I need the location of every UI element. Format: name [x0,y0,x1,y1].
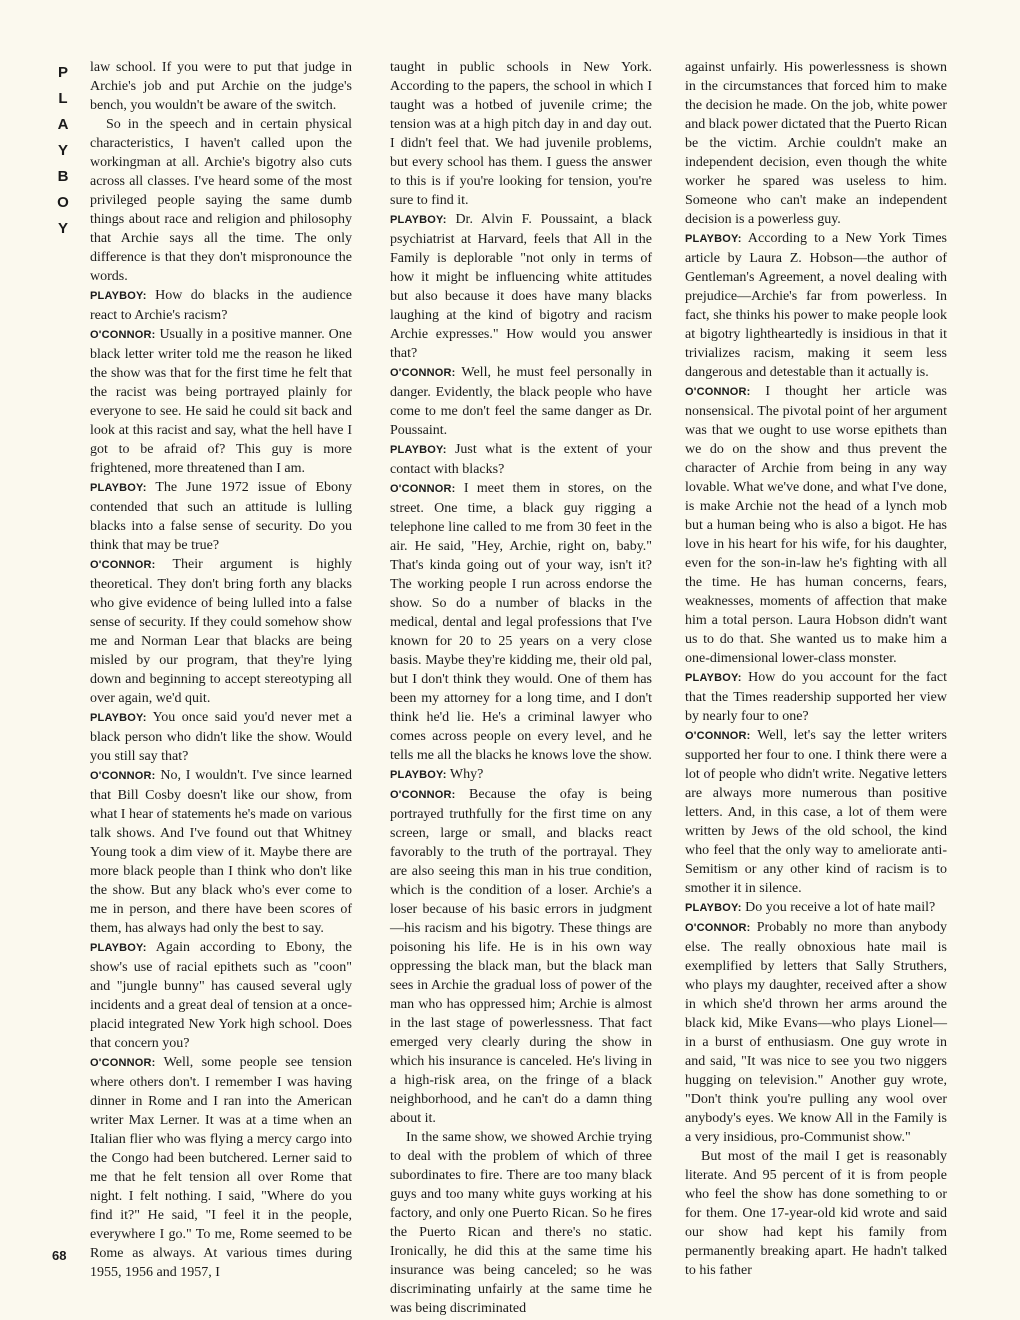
speaker-label: O'CONNOR: [390,483,456,495]
page-number: 68 [52,1248,67,1263]
paragraph-text: Their argument is highly theoretical. They don't bring forth any blacks who give evidence of being lulled into a false sense of security. If they could somehow show me and Norman Lear that blacks are being misled by our program, that they're lying down and beginning to accept stereotyping all over again, we'd quit. [90,557,352,706]
speaker-label: PLAYBOY: [685,902,742,914]
speaker-label: O'CONNOR: [685,386,751,398]
paragraph-text: So in the speech and in certain physical characteristics, I haven't called upon the workingman at all. Archie's bigotry also cuts across all classes. I've heard some of the most privileged people saying the same dumb things about race and religion and philosophy that Archie says all the time. The only difference is that they don't mispronounce the words. [90,117,352,284]
masthead-letter: L [58,90,68,107]
paragraph-text: against unfairly. His powerlessness is shown in the circumstances that forced him to make the decision he made. On the job, white power and black power dictated that the Puerto Rican be the victim. Archie couldn't make an independent decision, even though the white worker he spared was useless to him. Someone who can't make an independent decision is a powerless guy. [685,60,947,227]
masthead-letter: Y [57,220,68,237]
speaker-label: PLAYBOY: [90,942,147,954]
paragraph [90,938,352,1053]
masthead-letter: P [57,64,68,81]
masthead-letter: A [57,116,69,133]
paragraph-text: Do you receive a lot of hate mail? [745,900,936,915]
paragraph-text: The June 1972 issue of Ebony contended that such an attitude is lulling blacks into a false sense of security. Do you think that may be true? [90,480,352,553]
paragraph-text: Why? [449,767,484,782]
masthead-letter: B [57,168,69,185]
masthead-letter: O [57,194,69,211]
text-column-1 [90,58,352,1282]
paragraph [390,58,652,210]
paragraph [90,1053,352,1282]
paragraph-text: Dr. Alvin F. Poussaint, a black psychiatrist at Harvard, feels that All in the Family is deplorable "not only in terms of how it might be influencing white attitudes but also because it does have many blacks laughing at the kind of bigotry and racism Archie expresses." How would you answer that? [390,212,652,361]
paragraph-text: I thought her article was nonsensical. The pivotal point of her argument was that we ought to use worse epithets than we do on the show and thus prevent the character of Archie from being in any way lovable. What we've done, and what I've done, is make Archie not the head of a lynch mob but a human being who is also a bigot. He has love in his heart for his wife, for his daughter, even for the son-in-law he's fighting with all the time. He has human concerns, fears, weaknesses, moments of affection that make him a total person. Laura Hobson didn't want us to do that. She wanted us to make him a one-dimensional lower-class monster. [685,384,948,666]
paragraph-text: taught in public schools in New York. According to the papers, the school in which I taught was a hotbed of juvenile crime; the tension was at a high pitch day in and day out. I didn't feel that. We had juvenile problems, but every school has them. I guess the answer to this is if you're looking for tension, you're sure to find it. [390,60,652,208]
paragraph-text: Just what is the extent of your contact with blacks? [390,442,652,477]
paragraph [90,766,352,938]
speaker-label: PLAYBOY: [90,712,147,724]
paragraph [90,286,352,325]
paragraph [390,210,652,363]
paragraph [685,918,947,1147]
paragraph-text: But most of the mail I get is reasonably literate. And 95 percent of it is from people who feel the show has done something to or for them. One 17-year-old kid wrote and said our show had kept his family from permanently breaking apart. He hadn't talked to his father [685,1149,947,1278]
paragraph-text: Usually in a positive manner. One black letter writer told me the reason he liked the show was that for the first time he felt that the racist was being portrayed plainly for everyone to see. He said he could sit back and look at this racist and say, what the hell have I got to be afraid of? This guy is more frightened, more threatened than I am. [90,327,352,476]
paragraph-text: Well, he must feel personally in danger. Evidently, the black people who have come to me don't feel the same danger as Dr. Poussaint. [390,365,653,438]
speaker-label: O'CONNOR: [90,329,156,341]
paragraph-text: Again according to Ebony, the show's use of racial epithets such as "coon" and "jungle bunny" has caused several ugly incidents and a great deal of tension at a once-placid integrated New York high school. Does that concern you? [90,940,352,1051]
paragraph-text: How do blacks in the audience react to Archie's racism? [90,288,353,323]
speaker-label: O'CONNOR: [90,770,156,782]
speaker-label: PLAYBOY: [390,214,447,226]
speaker-label: PLAYBOY: [390,769,447,781]
paragraph-text: Probably no more than anybody else. The really obnoxious hate mail is exemplified by letters that Sally Struthers, who plays my daughter, received after a show in which she'd thrown her arms around the black kid, Mike Evans—who plays Lionel—in a burst of enthusiasm. One guy wrote in and said, "It was nice to see you two niggers hugging on television." Another guy wrote, "Don't think you're pulling any wool over anybody's eyes. We know All in the Family is a very insidious, pro-Communist show." [685,920,948,1145]
speaker-label: PLAYBOY: [90,290,147,302]
paragraph-text: Because the ofay is being portrayed truthfully for the first time on any screen, large or small, and blacks react favorably to the truth of the portrayal. They are also seeing this man in his true condition, which is the condition of a loser. Archie's a loser because of his basic errors in judgment—his racism and his bigotry. These things are poisoning his life. He is in his own way oppressing the black man, but the black man sees in Archie the gradual loss of power of the man who has oppressed him; Archie is almost in the last stage of powerlessness. That fact emerged very clearly during the show in which his insurance is canceled. He's living in a high-risk area, on the fringe of a black neighborhood, and he can't do a damn thing about it. [390,787,653,1126]
speaker-label: O'CONNOR: [90,559,156,571]
magazine-masthead [51,60,75,242]
paragraph [685,1147,947,1280]
speaker-label: O'CONNOR: [390,367,456,379]
paragraph [390,363,652,440]
paragraph [685,229,947,382]
speaker-label: PLAYBOY: [685,672,742,684]
paragraph [90,115,352,286]
paragraph [90,478,352,555]
speaker-label: O'CONNOR: [390,789,456,801]
paragraph [390,1128,652,1318]
paragraph-text: Well, some people see tension where others don't. I remember I was having dinner in Rome and I ran into the American writer Max Lerner. It was at a time when an Italian flier who was flying a mercy cargo into the Congo had been butchered. Lerner said to me that he felt tension all over Rome that night. I felt nothing. I said, "Where do you find it?" He said, "I feel it in the people, everywhere I go." To me, Rome seemed to be Rome as always. At various times during 1955, 1956 and 1957, I [90,1055,352,1280]
paragraph-text: You once said you'd never met a black person who didn't like the show. Would you still say that? [90,710,352,764]
paragraph-text: In the same show, we showed Archie trying to deal with the problem of which of three subordinates to fire. There are too many black guys and too many white guys working at his factory, and only one Puerto Rican. So he fires the Puerto Rican and there's no static. Ironically, he did this at the same time his insurance was being canceled; so he was discriminating unfairly at the same time he was being discriminated [390,1130,652,1316]
paragraph [685,898,947,918]
masthead-letter: Y [57,142,68,159]
paragraph [390,765,652,785]
paragraph-text: According to a New York Times article by Laura Z. Hobson—the author of Gentleman's Agreement, a novel dealing with prejudice—Archie's far from powerless. In fact, she thinks his power to make people look at bigotry lightheartedly is insidious in that it trivializes racism, making it seem less dangerous and detestable than it actually is. [685,231,947,380]
paragraph [685,58,947,229]
paragraph-text: How do you account for the fact that the Times readership supported her view by nearly four to one? [685,670,947,724]
paragraph [90,58,352,115]
paragraph [390,479,652,765]
paragraph-text: No, I wouldn't. I've since learned that Bill Cosby doesn't like our show, from what I hear of statements he's made on various talk shows. And I've found out that Whitney Young took a dim view of it. Maybe there are more black people than I think who don't like the show. But any black who's ever come to me in person, and there have been scores of them, has always had only the best to say. [90,768,353,936]
text-column-2 [390,58,652,1318]
speaker-label: PLAYBOY: [685,233,742,245]
paragraph [90,708,352,766]
paragraph [90,325,352,478]
paragraph [685,726,947,898]
paragraph-text: law school. If you were to put that judge in Archie's job and put Archie on the judge's bench, you wouldn't be aware of the switch. [90,60,352,113]
paragraph [685,382,947,668]
paragraph-text: I meet them in stores, on the street. One time, a black guy rigging a telephone line called to me from 30 feet in the air. He said, "Hey, Archie, right on, baby." That's kinda going out of your way, isn't it? The working people I run across endorse the show. So do a number of blacks in the medical, dental and legal professions that I've known for 20 to 25 years on a very close basis. Maybe they're kidding me, their old pal, but I don't think they would. One of them has been my attorney for a long time, and I don't think he'd lie. He's a criminal lawyer who comes across people on every level, and he tells me all the blacks he knows love the show. [390,481,652,763]
paragraph [390,440,652,479]
speaker-label: PLAYBOY: [90,482,147,494]
paragraph [685,668,947,726]
paragraph [90,555,352,708]
text-column-3 [685,58,947,1280]
paragraph [390,785,652,1128]
speaker-label: O'CONNOR: [685,730,751,742]
speaker-label: O'CONNOR: [90,1057,156,1069]
speaker-label: PLAYBOY: [390,444,447,456]
paragraph-text: Well, let's say the letter writers supported her four to one. I think there were a lot of people who didn't write. Negative letters are always more numerous than positive letters. And, in this case, a lot of them were written by Jews of the old school, the kind who feel that the only way to ameliorate anti-Semitism or any other kind of racism is to smother it in silence. [685,728,948,896]
speaker-label: O'CONNOR: [685,922,751,934]
